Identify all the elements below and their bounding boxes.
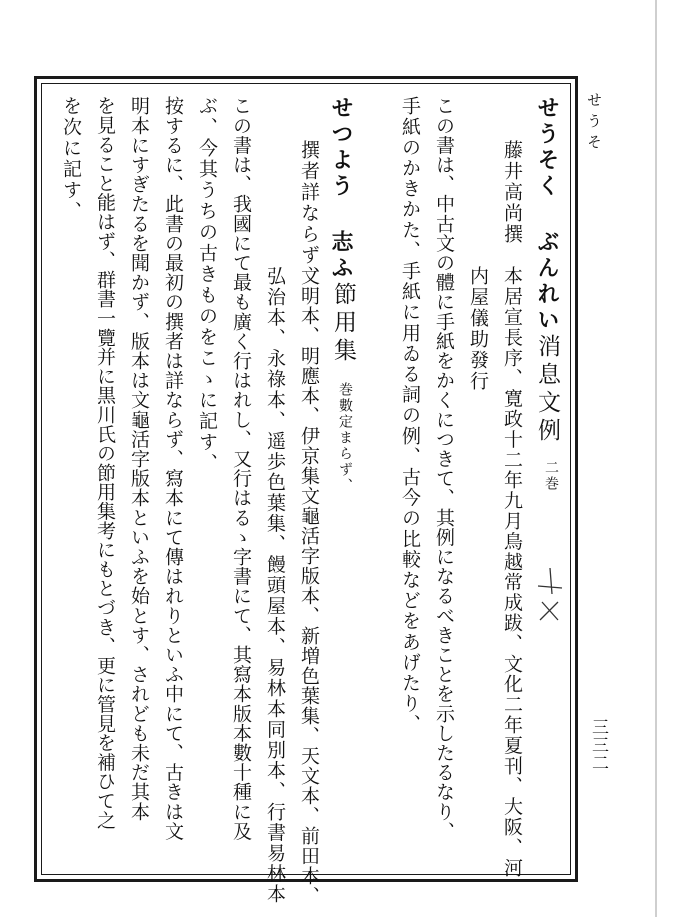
entry-title-shosoku-bunrei: 消息文例 <box>534 334 560 446</box>
body-text-line: 手紙のかきかた、手紙に用ゐる詞の例、古今の比較などをあげたり、 <box>399 96 421 735</box>
body-text-line: この書は、我國にて最も廣く行はれし、又行はるゝ字書にて、其寫本版本數十種に及 <box>230 96 252 841</box>
body-text-line: ぶ、今其うちの古きものをこゝに記す、 <box>196 96 218 474</box>
body-text-line: 明本にすぎたるを聞かず、版本は文龜活字版本といふを始とす、されども未だ其本 <box>128 96 150 822</box>
body-text-line: 按するに、此書の最初の撰者は詳ならず、寫本にて傳はれりといふ中にて、古きは文 <box>162 96 184 841</box>
body-text-line: を次に記す、 <box>60 96 82 222</box>
entry-author: 藤井高尚撰 <box>501 140 523 245</box>
page-edge-shadow <box>655 0 657 917</box>
body-text-line: を見ること能はず、群書一覽并に黒川氏の節用集考にもとづき、更に管見を補ひて之 <box>94 96 116 830</box>
body-text-line: 文明本、明應本、伊京集文龜活字版本、新増色葉集、天文本、前田本、 <box>298 266 320 906</box>
entry-publication-info-cont: 内屋儀助發行 <box>467 266 489 392</box>
entry-title-setsuyoshu: 節用集 <box>330 282 356 366</box>
entry-volume-count: 巻數定まらず、 <box>337 382 353 494</box>
entry-author: 撰者詳ならず、 <box>298 140 320 287</box>
page-number: 三三二 <box>588 718 608 772</box>
entry-volume-count: 二巻 <box>543 460 559 492</box>
running-header: せうそ <box>585 92 603 155</box>
body-text-line: この書は、中古文の體に手紙をかくにつきて、其例になるべきことを示したるなり、 <box>433 96 455 841</box>
entry-heading-setsuyoshu: せつよう 志ふ <box>328 96 354 282</box>
entry-publication-info: 本居宣長序、寛政十二年九月鳥越常成跋、文化二年夏刊、大阪、河 <box>501 266 523 878</box>
pencil-mark-annotation <box>528 566 568 626</box>
body-text-line: 弘治本、永祿本、遥歩色葉集、饅頭屋本、易林本同別本、行書易林本 <box>264 266 286 905</box>
entry-heading-shosoku-bunrei: せうそく ぶんれい <box>534 96 560 334</box>
